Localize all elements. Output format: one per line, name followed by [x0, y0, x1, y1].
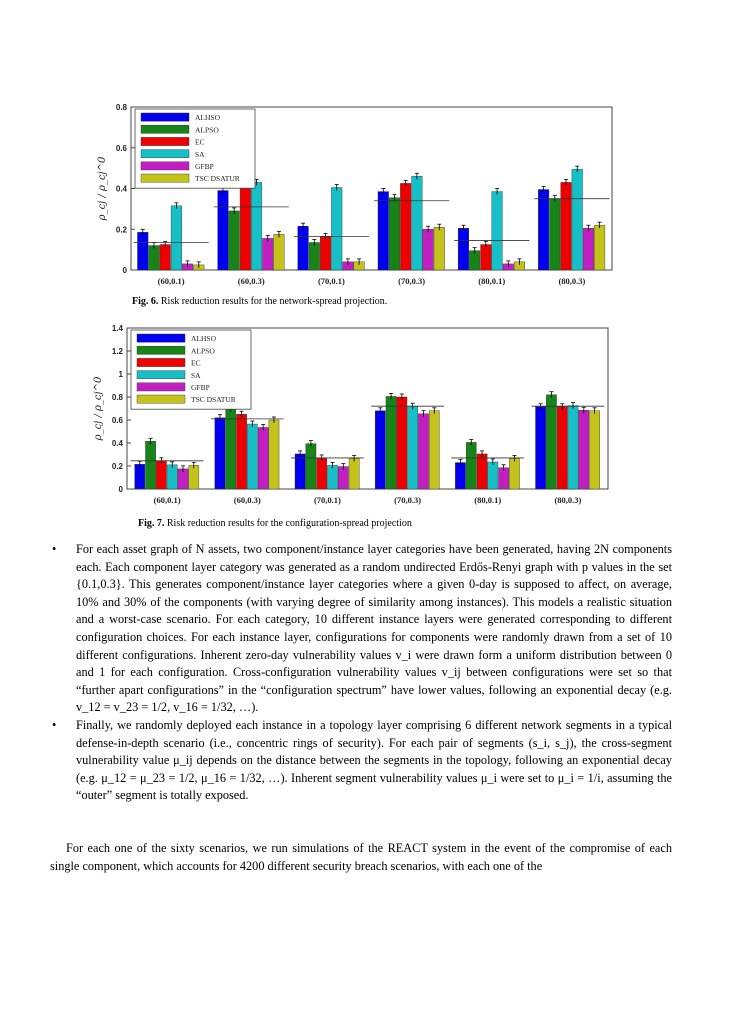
bar-ec: [320, 236, 331, 270]
bar-tsc-dsatur: [509, 459, 519, 489]
bar-ec: [317, 458, 327, 489]
x-tick-label: (80,0.1): [474, 495, 502, 505]
x-tick-label: (70,0.3): [394, 495, 422, 505]
bar-gfbp: [178, 469, 188, 489]
x-tick-label: (60,0.3): [237, 276, 265, 286]
bar-tsc-dsatur: [594, 225, 605, 270]
bar-ec: [481, 245, 492, 270]
bar-gfbp: [583, 228, 594, 270]
bar-alpso: [306, 444, 316, 489]
y-tick-label: 0: [118, 485, 123, 494]
bar-alhso: [458, 228, 469, 270]
y-tick-label: 0.8: [115, 103, 127, 112]
bar-ec: [397, 397, 407, 489]
bar-alpso: [466, 442, 476, 489]
legend-swatch: [137, 371, 185, 379]
bar-gfbp: [418, 414, 428, 489]
legend-entry: GFBP: [191, 383, 210, 392]
x-tick-label: (80,0.1): [478, 276, 506, 286]
bar-ec: [240, 185, 251, 270]
bullet-item-topology: • Finally, we randomly deployed each instance in a topology layer comprising 6 different network segments in a typical defense-in-depth scenario (i.e., concentric rings of security). For each pair of segments (s_i, s_j), the cross-segment vulnerability value μ_ij depends on the distance between the segments in the topology, following an exponential decay (e.g. μ_12 = μ_23 = 1/2, μ_16 = 1/32, …). Inherent segment vulnerability values μ_i were set to μ_i = 1/i, assuming the “outer” segment is totally exposed.: [50, 717, 672, 805]
bar-sa: [251, 182, 262, 270]
bar-alpso: [546, 395, 556, 489]
bar-alhso: [298, 226, 309, 270]
figure-6-caption: [132, 296, 387, 307]
y-tick-label: 0.2: [115, 225, 127, 235]
legend-entry: ALHSO: [191, 334, 217, 344]
bar-sa: [412, 176, 423, 270]
legend-swatch: [137, 358, 185, 366]
figure-6-caption-text: Risk reduction results for the network-spread projection.: [158, 296, 388, 307]
figure-7-svg: [0, 316, 748, 516]
bar-ec: [477, 454, 487, 489]
x-tick-label: (70,0.3): [398, 276, 426, 286]
y-tick-label: 1.2: [111, 347, 123, 356]
bar-alhso: [295, 454, 305, 489]
bar-gfbp: [579, 410, 589, 489]
bar-alhso: [135, 464, 145, 489]
bar-gfbp: [258, 427, 268, 489]
y-tick-label: 0.8: [111, 393, 123, 402]
legend-swatch: [141, 137, 189, 145]
x-tick-label: (80,0.3): [554, 495, 582, 505]
y-tick-label: 1.4: [111, 324, 123, 333]
bar-tsc-dsatur: [590, 411, 600, 489]
legend-entry: EC: [191, 358, 201, 368]
bullet-list: [50, 541, 672, 805]
y-axis-label: ρ_cj / ρ_cj^0: [93, 376, 104, 441]
legend-swatch: [141, 125, 189, 133]
legend-entry: SA: [195, 149, 205, 159]
bar-ec: [557, 407, 567, 489]
bar-alhso: [375, 411, 385, 489]
bar-alhso: [455, 463, 465, 489]
bar-sa: [327, 465, 337, 489]
legend-swatch: [141, 150, 189, 158]
bar-gfbp: [338, 467, 348, 489]
figure-7-caption-text: Risk reduction results for the configuration-spread projection: [164, 518, 412, 529]
bar-ec: [561, 182, 572, 270]
legend-entry: GFBP: [195, 162, 214, 171]
bar-alhso: [378, 192, 389, 270]
x-tick-label: (60,0.1): [157, 276, 185, 286]
x-tick-label: (60,0.3): [233, 495, 261, 505]
bar-ec: [156, 461, 166, 489]
legend-entry: TSC DSATUR: [191, 395, 236, 405]
figure-6-svg: [0, 96, 748, 296]
bar-tsc-dsatur: [429, 411, 439, 489]
bar-gfbp: [499, 468, 509, 489]
bar-sa: [492, 192, 503, 270]
legend-swatch: [141, 162, 189, 170]
y-tick-label: 0.6: [111, 416, 123, 425]
bar-gfbp: [423, 229, 434, 270]
bar-gfbp: [262, 238, 273, 270]
x-tick-label: (60,0.1): [153, 495, 181, 505]
bar-sa: [247, 424, 257, 489]
legend-entry: SA: [191, 370, 201, 380]
x-tick-label: (70,0.1): [317, 276, 345, 286]
bar-alpso: [145, 441, 155, 489]
bar-alpso: [386, 396, 396, 489]
y-tick-label: 0.4: [115, 184, 127, 194]
bar-alpso: [389, 198, 400, 270]
legend-swatch: [137, 346, 185, 354]
bar-sa: [572, 169, 583, 270]
bar-alhso: [538, 190, 549, 270]
bar-ec: [160, 245, 171, 270]
bar-tsc-dsatur: [269, 420, 279, 489]
y-tick-label: 0.2: [111, 462, 123, 471]
bar-tsc-dsatur: [434, 227, 445, 270]
bar-alhso: [536, 407, 546, 489]
bar-sa: [171, 206, 182, 270]
figure-7-chart: [0, 316, 748, 516]
y-tick-label: 1: [118, 370, 123, 379]
figure-6-chart: [0, 96, 748, 296]
x-tick-label: (70,0.1): [313, 495, 341, 505]
bar-sa: [167, 465, 177, 489]
bar-tsc-dsatur: [274, 234, 285, 270]
figure-6-label: Fig. 6.: [132, 296, 159, 307]
bar-alhso: [215, 418, 225, 489]
bar-alpso: [550, 199, 561, 270]
bar-sa: [488, 462, 498, 489]
legend-entry: EC: [195, 137, 205, 147]
bar-tsc-dsatur: [349, 459, 359, 489]
legend-swatch: [137, 395, 185, 403]
bar-alhso: [218, 191, 229, 270]
bar-alpso: [309, 242, 320, 270]
bar-sa: [331, 187, 342, 270]
bullet-item-asset-graph: • For each asset graph of N assets, two component/instance layer categories have been generated, having 2N components each. Each component layer category was generated as a random undirected Erdős-Renyi graph with p values in the set {0.1,0.3}. This generates component/instance layer categories where a given 0-day is supposed to affect, on average, 10% and 30% of the components (with varying degree of similarity among instances). This models a realistic situation and a worst-case scenario. For each category, 10 different instance layers were generated corresponding to different configuration choices. For each instance layer, configurations for components were randomly drawn from a set of 10 different configurations. Inherent zero-day vulnerability values v_i were drawn form a uniform distribution between 0 and 1 for each configuration. Cross-configuration vulnerability values v_ij between configurations were set so that “further apart configurations” in the “configuration spectrum” have lower values, following an exponential decay (e.g. v_12 = v_23 = 1/2, v_16 = 1/32, …).: [50, 541, 672, 717]
legend-swatch: [141, 174, 189, 182]
bar-alhso: [137, 232, 148, 270]
legend-entry: ALPSO: [195, 125, 219, 135]
legend-swatch: [141, 113, 189, 121]
y-tick-label: 0.4: [111, 439, 123, 448]
y-tick-label: 0.6: [115, 143, 127, 153]
bar-ec: [400, 183, 411, 270]
body-paragraph: For each one of the sixty scenarios, we run simulations of the REACT system in the event of the compromise of each single component, which accounts for 4200 different security breach scenarios, with each one of the: [50, 841, 672, 873]
legend-entry: ALHSO: [195, 113, 221, 123]
legend-swatch: [137, 334, 185, 342]
legend-entry: TSC DSATUR: [195, 174, 240, 184]
y-axis-label: ρ_cj / ρ_cj^0: [97, 156, 108, 221]
legend-swatch: [137, 383, 185, 391]
figure-7-label: Fig. 7.: [138, 518, 165, 529]
legend-entry: ALPSO: [191, 346, 215, 356]
bar-ec: [236, 414, 246, 489]
x-tick-label: (80,0.3): [558, 276, 586, 286]
bar-tsc-dsatur: [189, 465, 199, 489]
bar-sa: [408, 406, 418, 489]
bar-alpso: [229, 211, 240, 270]
bar-alpso: [149, 246, 160, 270]
bar-sa: [568, 406, 578, 489]
figure-7-caption: [138, 518, 412, 529]
bar-alpso: [226, 409, 236, 490]
y-tick-label: 0: [122, 266, 127, 275]
